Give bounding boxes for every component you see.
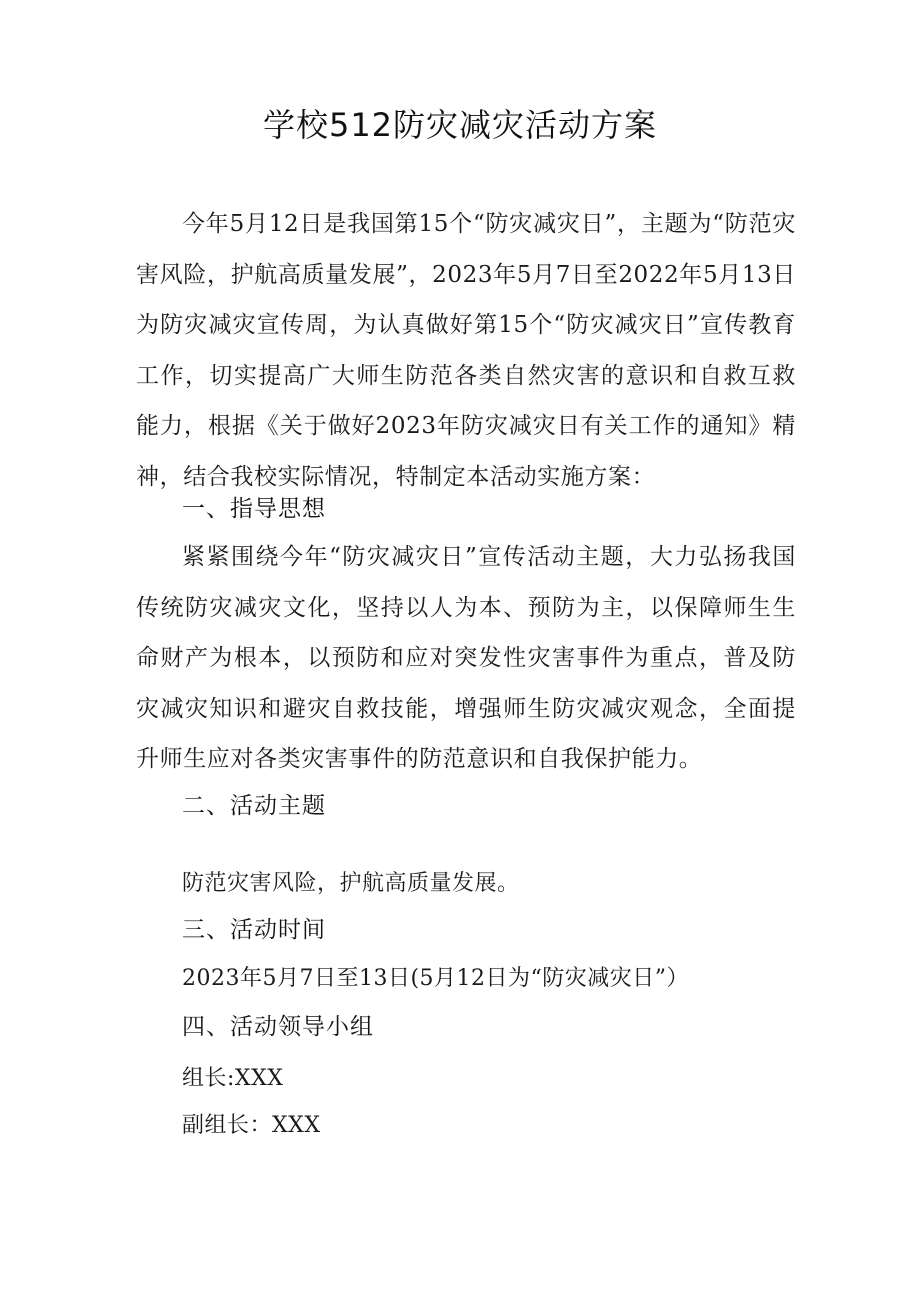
deputy-leader-line: 副组长：XXX — [182, 1113, 321, 1138]
section-body-guiding-ideology: 紧紧围绕今年“防灾减灾日”宣传活动主题，大力弘扬我国传统防灾减灾文化，坚持以人为本、预防为主，以保障师生生命财产为根本，以预防和应对突发性灾害事件为重点，普及防灾减灾知识和避灾自救技能，增强师生防灾减灾观念，全面提升师生应对各类灾害事件的防范意识和自我保护能力。 — [136, 544, 796, 772]
document-title: 学校512防灾减灾活动方案 — [262, 106, 658, 144]
section-heading-activity-time: 三、活动时间 — [182, 917, 326, 943]
intro-paragraph: 今年5月12日是我国第15个“防灾减灾日”，主题为“防范灾害风险，护航高质量发展”，2023年5月7日至2022年5月13日为防灾减灾宣传周，为认真做好第15个“防灾减灾日”宣传教育工作，切实提高广大师生防范各类自然灾害的意识和自救互救能力，根据《关于做好2023年防灾减灾日有关工作的通知》精神，结合我校实际情况，特制定本活动实施方案： — [136, 211, 796, 490]
section-heading-leadership-group: 四、活动领导小组 — [182, 1014, 374, 1040]
section-heading-activity-theme: 二、活动主题 — [182, 793, 326, 819]
section-body-activity-time: 2023年5月7日至13日(5月12日为“防灾减灾日”） — [182, 966, 690, 991]
section-body-activity-theme: 防范灾害风险，护航高质量发展。 — [182, 871, 520, 896]
section-heading-guiding-ideology: 一、指导思想 — [182, 496, 326, 522]
leader-line: 组长:XXX — [182, 1066, 284, 1091]
